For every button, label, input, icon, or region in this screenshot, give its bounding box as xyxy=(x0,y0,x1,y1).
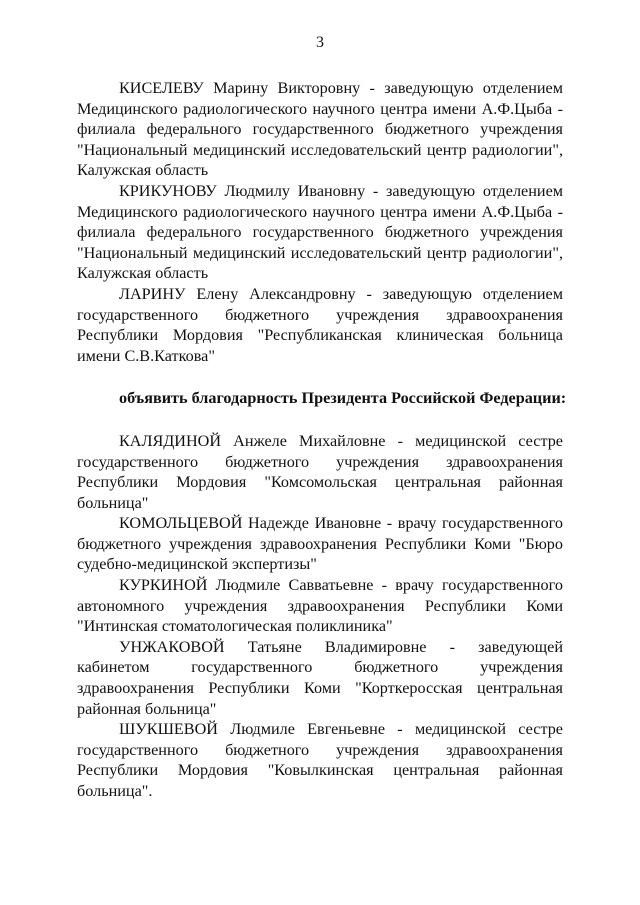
award-paragraph-kiseleva: КИСЕЛЕВУ Марину Викторовну - заведующую отделением Медицинского радиологического научного центра имени А.Ф.Цыба - филиала федерального государственного бюджетного учреждения "Национальный медицинский исследовательский центр радиологии", Калужская область xyxy=(77,79,563,180)
gratitude-paragraph-unzhakova: УНЖАКОВОЙ Татьяне Владимировне - заведующей кабинетом государственного бюджетного учреждения здравоохранения Республики Коми "Корткеросская центральная районная больница" xyxy=(77,637,563,718)
page-number: 3 xyxy=(316,34,324,51)
award-paragraph-larina: ЛАРИНУ Елену Александровну - заведующую отделением государственного бюджетного учреждения здравоохранения Республики Мордовия "Республиканская клиническая больница имени С.В.Каткова" xyxy=(77,284,563,365)
award-paragraph-krikunova: КРИКУНОВУ Людмилу Ивановну - заведующую отделением Медицинского радиологического научного центра имени А.Ф.Цыба - филиала федерального государственного бюджетного учреждения "Национальный медицинский исследовательский центр радиологии", Калужская область xyxy=(77,181,563,283)
gratitude-paragraph-kalyadina: КАЛЯДИНОЙ Анжеле Михайловне - медицинской сестре государственного бюджетного учреждения здравоохранения Республики Мордовия "Комсомольская центральная районная больница" xyxy=(77,431,563,512)
gratitude-paragraph-shuksheva: ШУКШЕВОЙ Людмиле Евгеньевне - медицинской сестре государственного бюджетного учреждения здравоохранения Республики Мордовия "Ковылкинская центральная районная больница". xyxy=(77,720,563,800)
gratitude-paragraph-komoltseva: КОМОЛЬЦЕВОЙ Надежде Ивановне - врачу государственного бюджетного учреждения здравоохранения Республики Коми "Бюро судебно-медицинской экспертизы" xyxy=(77,514,563,574)
section-heading-gratitude: объявить благодарность Президента Российской Федерации: xyxy=(119,389,567,408)
document-body xyxy=(77,78,567,802)
gratitude-paragraph-kurkina: КУРКИНОЙ Людмиле Савватьевне - врачу государственного автономного учреждения здравоохранения Республики Коми "Интинская стоматологическая поликлиника" xyxy=(77,576,563,636)
